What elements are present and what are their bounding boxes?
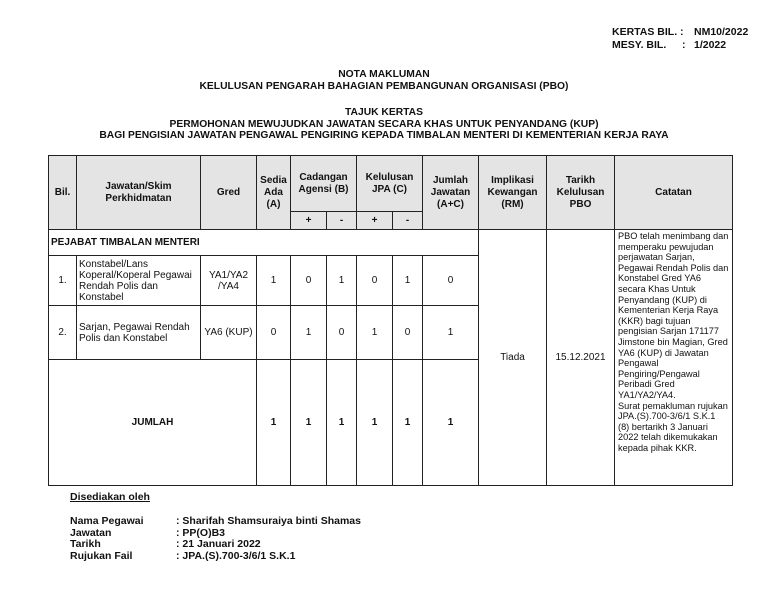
file-reference-value: : JPA.(S).700-3/6/1 S.K.1 bbox=[176, 549, 296, 562]
kelulusan-minus-header: - bbox=[393, 212, 423, 230]
file-reference-row bbox=[70, 551, 361, 563]
row-bil: 1. bbox=[49, 256, 77, 306]
file-reference-label: Rujukan Fail bbox=[70, 549, 133, 562]
row-sedia: 0 bbox=[257, 306, 291, 360]
col-jawatan-header: Jawatan/Skim Perkhidmatan bbox=[77, 156, 201, 230]
row-kelulusan-plus: 1 bbox=[357, 306, 393, 360]
row-kelulusan-minus: 0 bbox=[393, 306, 423, 360]
catatan-paragraph-2: Surat pemakluman rujukan JPA.(S).700-3/6/1 S.K.1 (8) bertarikh 3 Januari 2022 telah dikemukakan kepada pihak KKR. bbox=[618, 400, 728, 453]
total-label: JUMLAH bbox=[49, 360, 257, 486]
row-jawatan: Konstabel/Lans Koperal/Koperal Pegawai Rendah Polis dan Konstabel bbox=[77, 256, 201, 306]
row-cadangan-minus: 1 bbox=[327, 256, 357, 306]
row-cadangan-plus: 1 bbox=[291, 306, 327, 360]
row-gred: YA6 (KUP) bbox=[201, 306, 257, 360]
cadangan-plus-header: + bbox=[291, 212, 327, 230]
catatan-cell bbox=[615, 230, 733, 486]
total-sedia: 1 bbox=[257, 360, 291, 486]
cadangan-minus-header: - bbox=[327, 212, 357, 230]
preparer-info bbox=[70, 516, 361, 562]
paper-title bbox=[0, 107, 768, 142]
total-cadangan-plus: 1 bbox=[291, 360, 327, 486]
kertas-bil-value: NM10/2022 bbox=[694, 26, 749, 38]
mesy-bil-row bbox=[612, 39, 748, 52]
col-jumlah-header: Jumlah Jawatan (A+C) bbox=[423, 156, 479, 230]
preparer-date-row bbox=[70, 539, 361, 551]
paper-subject-line1: PERMOHONAN MEWUJUDKAN JAWATAN SECARA KHAS UNTUK PENYANDANG (KUP) bbox=[169, 118, 599, 130]
col-tarikh-header: Tarikh Kelulusan PBO bbox=[547, 156, 615, 230]
col-catatan-header: Catatan bbox=[615, 156, 733, 230]
col-sedia-header: Sedia Ada (A) bbox=[257, 156, 291, 230]
row-gred: YA1/YA2 /YA4 bbox=[201, 256, 257, 306]
preparer-date-label: Tarikh bbox=[70, 538, 101, 550]
row-kelulusan-plus: 0 bbox=[357, 256, 393, 306]
tarikh-value: 15.12.2021 bbox=[547, 230, 615, 486]
kertas-bil-label: KERTAS BIL. : bbox=[612, 26, 684, 38]
col-bil-header: Bil. bbox=[49, 156, 77, 230]
row-bil: 2. bbox=[49, 306, 77, 360]
kelulusan-plus-header: + bbox=[357, 212, 393, 230]
implikasi-value: Tiada bbox=[479, 230, 547, 486]
kertas-bil-row bbox=[612, 26, 748, 39]
col-gred-header: Gred bbox=[201, 156, 257, 230]
paper-heading: TAJUK KERTAS bbox=[345, 107, 423, 118]
total-kelulusan-plus: 1 bbox=[357, 360, 393, 486]
row-kelulusan-minus: 1 bbox=[393, 256, 423, 306]
total-jumlah: 1 bbox=[423, 360, 479, 486]
total-kelulusan-minus: 1 bbox=[393, 360, 423, 486]
preparer-date-value: : 21 Januari 2022 bbox=[176, 538, 261, 550]
section-label: PEJABAT TIMBALAN MENTERI bbox=[49, 230, 479, 256]
row-jumlah: 0 bbox=[423, 256, 479, 306]
preparer-name-label: Nama Pegawai bbox=[70, 515, 144, 527]
row-cadangan-minus: 0 bbox=[327, 306, 357, 360]
mesy-bil-colon: : bbox=[682, 39, 686, 51]
row-jawatan: Sarjan, Pegawai Rendah Polis dan Konstabel bbox=[77, 306, 201, 360]
prepared-by-heading: Disediakan oleh bbox=[70, 491, 150, 503]
preparer-name-value: : Sharifah Shamsuraiya binti Shamas bbox=[176, 515, 361, 527]
preparer-position-label: Jawatan bbox=[70, 526, 112, 539]
preparer-name-row bbox=[70, 516, 361, 528]
col-kelulusan-header: Kelulusan JPA (C) bbox=[357, 156, 423, 212]
table-header-row bbox=[49, 156, 733, 212]
col-implikasi-header: Implikasi Kewangan (RM) bbox=[479, 156, 547, 230]
approval-table bbox=[48, 155, 733, 486]
memo-subheading: KELULUSAN PENGARAH BAHAGIAN PEMBANGUNAN ORGANISASI (PBO) bbox=[199, 80, 569, 92]
paper-subject-line2: BAGI PENGISIAN JAWATAN PENGAWAL PENGIRING KEPADA TIMBALAN MENTERI DI KEMENTERIAN KERJA RAYA bbox=[99, 130, 669, 141]
preparer-position-value: : PP(O)B3 bbox=[176, 526, 226, 539]
row-jumlah: 1 bbox=[423, 306, 479, 360]
catatan-paragraph-1: PBO telah menimbang dan memperaku pewujudan perjawatan Sarjan, Pegawai Rendah Polis dan Konstabel Gred YA6 secara Khas Untuk Penyandang (KUP) di Kementerian Kerja Raya (KKR) bagi tujuan pengisian Sarjan 171177 Jimstone bin Magian, Gred YA6 (KUP) di Jawatan Pengawal Pengiring/Pengawal Peribadi Gred YA1/YA2/YA4. bbox=[618, 231, 729, 400]
row-cadangan-plus: 0 bbox=[291, 256, 327, 306]
memo-heading: NOTA MAKLUMAN bbox=[338, 69, 430, 80]
row-sedia: 1 bbox=[257, 256, 291, 306]
total-cadangan-minus: 1 bbox=[327, 360, 357, 486]
memo-title bbox=[0, 69, 768, 92]
mesy-bil-label: MESY. BIL. bbox=[612, 39, 667, 51]
mesy-bil-value: 1/2022 bbox=[694, 39, 727, 51]
col-cadangan-header: Cadangan Agensi (B) bbox=[291, 156, 357, 212]
section-row bbox=[49, 230, 733, 256]
document-reference bbox=[612, 26, 748, 52]
